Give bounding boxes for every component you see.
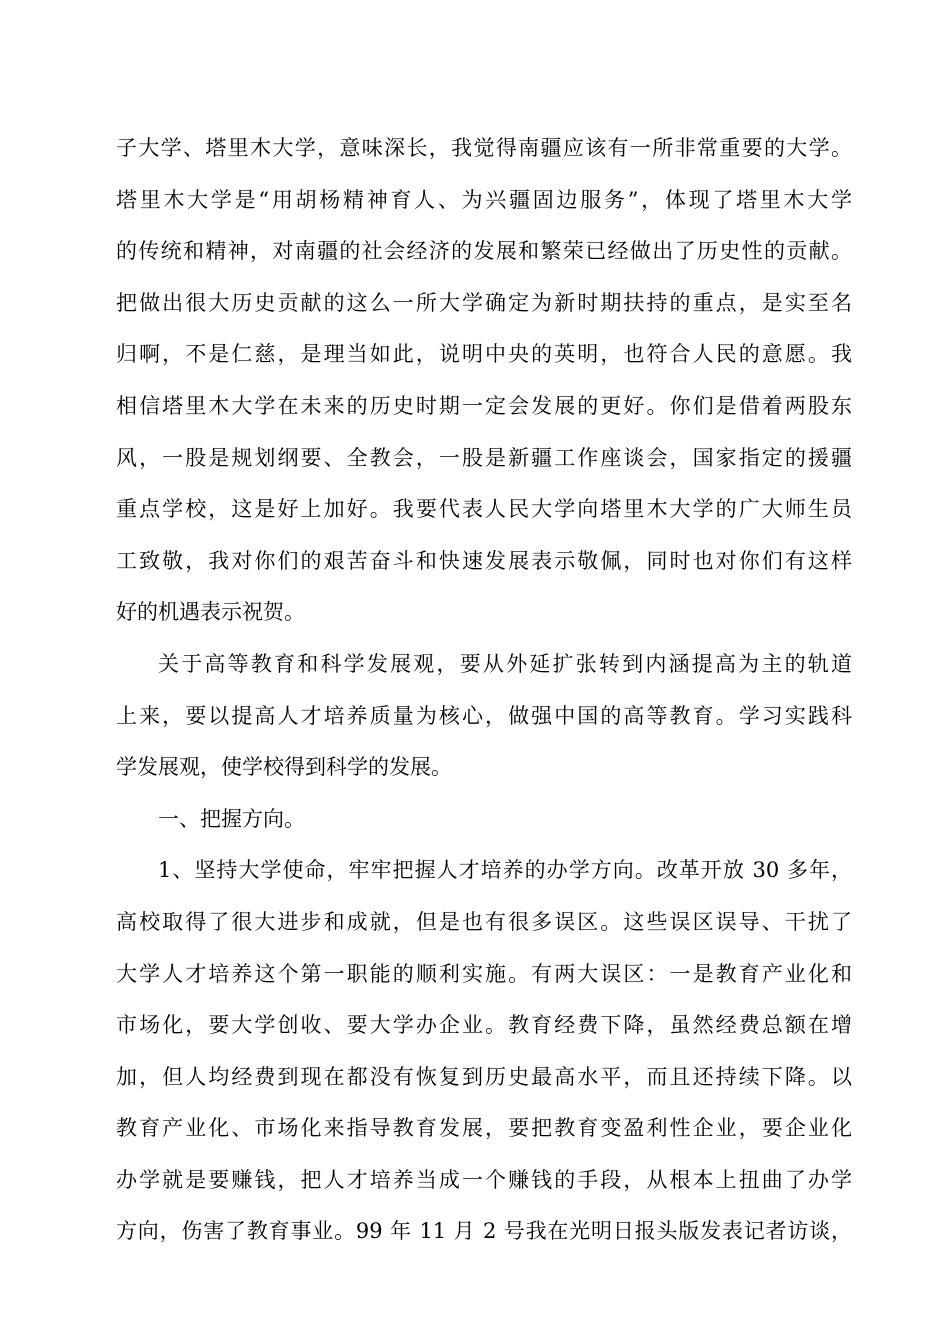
text-line: 方向，伤害了教育事业。99 年 11 月 2 号我在光明日报头版发表记者访谈， <box>116 1219 852 1244</box>
text-line: 关于高等教育和科学发展观，要从外延扩张转到内涵提高为主的轨道 <box>158 651 852 676</box>
text-line: 把做出很大历史贡献的这么一所大学确定为新时期扶持的重点，是实至名 <box>116 290 852 315</box>
text-line: 风，一股是规划纲要、全教会，一股是新疆工作座谈会，国家指定的援疆 <box>116 445 852 470</box>
text-line: 学发展观，使学校得到科学的发展。 <box>116 755 452 780</box>
text-line: 工致敬，我对你们的艰苦奋斗和快速发展表示敬佩，同时也对你们有这样 <box>116 548 852 573</box>
text-line: 归啊，不是仁慈，是理当如此，说明中央的英明，也符合人民的意愿。我 <box>116 342 852 367</box>
text-line: 1、坚持大学使命，牢牢把握人才培养的办学方向。改革开放 30 多年， <box>158 858 852 883</box>
text-line: 好的机遇表示祝贺。 <box>116 600 305 625</box>
text-line: 的传统和精神，对南疆的社会经济的发展和繁荣已经做出了历史性的贡献。 <box>116 239 852 264</box>
text-line: 子大学、塔里木大学，意味深长，我觉得南疆应该有一所非常重要的大学。 <box>116 136 852 160</box>
text-line: 大学人才培养这个第一职能的顺利实施。有两大误区：一是教育产业化和 <box>116 961 852 986</box>
text-line: 高校取得了很大进步和成就，但是也有很多误区。这些误区误导、干扰了 <box>116 909 852 934</box>
document-body <box>116 128 852 1263</box>
text-line: 加，但人均经费到现在都没有恢复到历史最高水平，而且还持续下降。以 <box>116 1064 852 1089</box>
text-line: 一、把握方向。 <box>158 806 305 831</box>
text-line: 相信塔里木大学在未来的历史时期一定会发展的更好。你们是借着两股东 <box>116 393 852 418</box>
text-line: 市场化，要大学创收、要大学办企业。教育经费下降，虽然经费总额在增 <box>116 1013 852 1038</box>
text-line: 重点学校，这是好上加好。我要代表人民大学向塔里木大学的广大师生员 <box>116 497 852 522</box>
text-line: 办学就是要赚钱，把人才培养当成一个赚钱的手段，从根本上扭曲了办学 <box>116 1167 852 1192</box>
text-line: 塔里木大学是“用胡杨精神育人、为兴疆固边服务”，体现了塔里木大学 <box>116 187 852 212</box>
text-line: 上来，要以提高人才培养质量为核心，做强中国的高等教育。学习实践科 <box>116 703 852 728</box>
text-line: 教育产业化、市场化来指导教育发展，要把教育变盈利性企业，要企业化 <box>116 1116 852 1141</box>
